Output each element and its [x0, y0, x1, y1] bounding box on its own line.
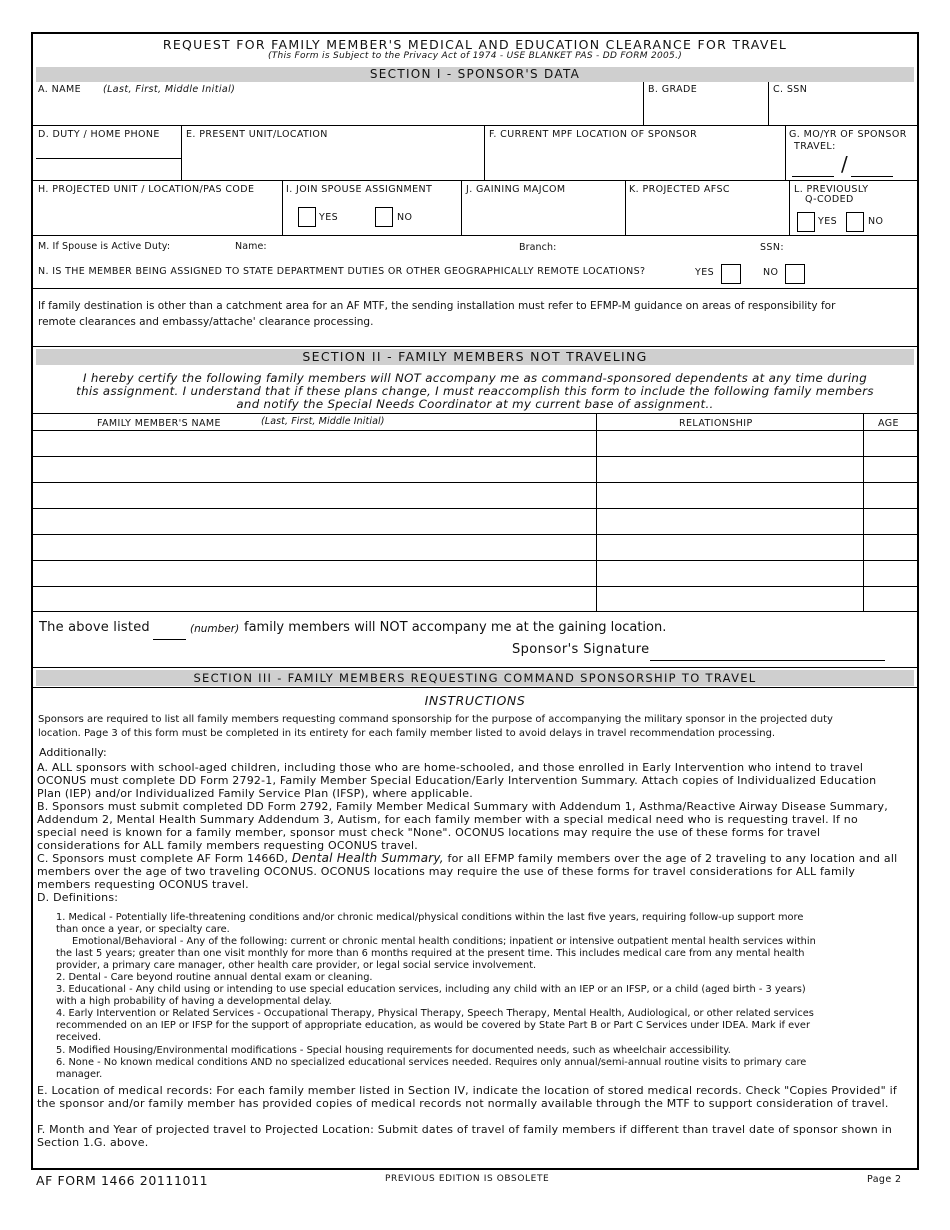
family-member-name-input-6[interactable] [36, 561, 594, 585]
moyr-slash: / [841, 152, 848, 176]
age-input-6[interactable] [866, 561, 916, 585]
name-hint: (Last, First, Middle Initial) [103, 84, 236, 95]
definition-3: 3. Educational - Any child using or intending to use special education services, including any child with an IEP or an IFSP, or a child (aged birth - 3 years) with a high probability of having a developmental delay. [56, 984, 806, 1008]
col-family-member-name: FAMILY MEMBER'S NAME [97, 418, 221, 429]
number-hint: (number) [190, 623, 240, 635]
qcoded-no-checkbox[interactable] [846, 212, 864, 232]
instruction-f: F. Month and Year of projected travel to Projected Location: Submit dates of travel of family members if different than travel date of sponsor shown in Section 1.G. above. [37, 1123, 893, 1149]
relationship-input-3[interactable] [599, 483, 861, 507]
qcoded-yes-label: YES [818, 216, 838, 227]
moyr-label-travel: TRAVEL: [794, 141, 836, 152]
number-not-traveling-field[interactable] [153, 621, 186, 638]
definition-1b-text: Emotional/Behavioral - Any of the following: current or chronic mental health conditions; inpatient or intensive outpatient mental health services within the last 5 years; greater than one visit monthly for more than 6 months required at the present time. This includes medical care from any mental health provider, a primary care manager, other health care provider, or legal social service involvement. [56, 936, 816, 972]
instruction-d: D. Definitions: [37, 891, 119, 904]
spouse-branch-label: Branch: [519, 242, 557, 253]
certification-line-3: and notify the Special Needs Coordinator at my current base of assignment.. [236, 397, 714, 411]
home-phone-field[interactable] [36, 160, 180, 178]
family-member-name-input-2[interactable] [36, 457, 594, 481]
grade-label: B. GRADE [648, 84, 698, 95]
mpf-location-field[interactable] [486, 142, 784, 178]
spouse-ssn-field[interactable] [788, 238, 916, 254]
qcoded-no-label: NO [868, 216, 884, 227]
previous-edition-note: PREVIOUS EDITION IS OBSOLETE [385, 1174, 550, 1184]
form-page [31, 32, 919, 1170]
family-member-name-input-4[interactable] [36, 509, 594, 533]
relationship-input-4[interactable] [599, 509, 861, 533]
section-2-title: SECTION II - FAMILY MEMBERS NOT TRAVELING [36, 349, 914, 365]
dental-health-summary: Dental Health Summary, [291, 851, 444, 865]
remote-yes-checkbox[interactable] [721, 264, 741, 284]
projected-afsc-field[interactable] [627, 197, 787, 233]
age-input-7[interactable] [866, 587, 916, 611]
qcoded-yes-checkbox[interactable] [797, 212, 815, 232]
above-listed-text: The above listed [39, 620, 150, 635]
travel-month-field[interactable] [792, 159, 834, 176]
gaining-majcom-field[interactable] [463, 197, 623, 233]
remote-clearance-note: If family destination is other than a catchment area for an AF MTF, the sending installation must refer to EFMP-M guidance on areas of responsibility for remote clearances and embassy/attache' clearance processing. [38, 300, 836, 328]
age-input-1[interactable] [866, 431, 916, 455]
remote-yes-label: YES [695, 267, 715, 278]
col-name-hint: (Last, First, Middle Initial) [261, 416, 385, 427]
instruction-c-start: C. Sponsors must complete AF Form 1466D, [37, 852, 289, 865]
family-member-name-input-7[interactable] [36, 587, 594, 611]
projected-unit-label: H. PROJECTED UNIT / LOCATION/PAS CODE [38, 184, 255, 195]
join-spouse-yes-label: YES [319, 212, 339, 223]
instruction-b: B. Sponsors must submit completed DD Form 2792, Family Member Medical Summary with Addendum 1, Asthma/Reactive Airway Disease Summary, Addendum 2, Mental Health Summary Addendum 3, Autism, for each family member with a special medical need who is requesting travel. If no special need is known for a family member, sponsor must check "None". OCONUS locations may require the use of these forms for travel considerations for ALL family members requesting OCONUS travel. [37, 800, 888, 852]
spouse-branch-field[interactable] [561, 238, 751, 254]
mpf-location-label: F. CURRENT MPF LOCATION OF SPONSOR [489, 129, 698, 140]
gaining-majcom-label: J. GAINING MAJCOM [466, 184, 566, 195]
projected-unit-field[interactable] [36, 197, 279, 233]
present-unit-label: E. PRESENT UNIT/LOCATION [186, 129, 328, 140]
remote-location-label: N. IS THE MEMBER BEING ASSIGNED TO STATE DEPARTMENT DUTIES OR OTHER GEOGRAPHICALLY REMOTE LOCATIONS? [38, 266, 646, 277]
sponsor-signature-label: Sponsor's Signature [512, 642, 650, 657]
section-1-title: SECTION I - SPONSOR'S DATA [36, 67, 914, 82]
page-number: Page 2 [867, 1174, 902, 1185]
instruction-a: A. ALL sponsors with school-aged children, including those who are home-schooled, and those enrolled in Early Intervention who intend to travel OCONUS must complete DD Form 2792-1, Family Member Special Education/Early Intervention Summary. Attach copies of Individualized Education Plan (IEP) and/or Individualized Family Service Plan (IFSP), where applicable. [37, 761, 877, 800]
join-spouse-label: I. JOIN SPOUSE ASSIGNMENT [286, 184, 433, 195]
section-3-title: SECTION III - FAMILY MEMBERS REQUESTING COMMAND SPONSORSHIP TO TRAVEL [36, 670, 914, 686]
sponsor-signature-field[interactable] [650, 641, 885, 659]
join-spouse-no-label: NO [397, 212, 413, 223]
instructions-title: INSTRUCTIONS [424, 693, 526, 708]
certification-line-1: I hereby certify the following family members will NOT accompany me as command-sponsored dependents at any time during [82, 371, 867, 385]
ssn-field[interactable] [770, 96, 916, 124]
present-unit-field[interactable] [183, 142, 483, 178]
name-label: A. NAME [38, 84, 81, 95]
spouse-ssn-label: SSN: [760, 242, 784, 253]
duty-phone-label: D. DUTY / HOME PHONE [38, 129, 160, 140]
definition-2: 2. Dental - Care beyond routine annual dental exam or cleaning. [56, 972, 373, 983]
instructions-intro: Sponsors are required to list all family members requesting command sponsorship for the purpose of accompanying the military sponsor in the projected duty location. Page 3 of this form must be completed in its entirety for each family member listed to avoid delays in travel recommendation processing. [38, 714, 833, 739]
relationship-input-7[interactable] [599, 587, 861, 611]
age-input-3[interactable] [866, 483, 916, 507]
form-title: REQUEST FOR FAMILY MEMBER'S MEDICAL AND EDUCATION CLEARANCE FOR TRAVEL [162, 37, 788, 52]
additionally-label: Additionally: [39, 746, 107, 759]
definition-1: 1. Medical - Potentially life-threatening conditions and/or chronic medical/physical conditions within the last five years, requiring follow-up support more than once a year, or specialty care. [56, 912, 804, 936]
above-listed-rest: family members will NOT accompany me at the gaining location. [244, 620, 667, 635]
definition-6: 6. None - No known medical conditions AND no specialized educational services needed. Requires only annual/semi-annual routine visits to primary care manager. [56, 1057, 807, 1081]
family-member-name-input-1[interactable] [36, 431, 594, 455]
form-subtitle: (This Form is Subject to the Privacy Act of 1974 - USE BLANKET PAS - DD FORM 2005.) [267, 51, 683, 61]
col-age: AGE [878, 418, 899, 429]
spouse-name-field[interactable] [273, 238, 513, 254]
family-member-name-input-3[interactable] [36, 483, 594, 507]
relationship-input-2[interactable] [599, 457, 861, 481]
col-relationship: RELATIONSHIP [679, 418, 753, 429]
remote-no-checkbox[interactable] [785, 264, 805, 284]
definition-5: 5. Modified Housing/Environmental modifications - Special housing requirements for documented needs, such as wheelchair accessibility. [56, 1045, 731, 1056]
remote-no-label: NO [763, 267, 779, 278]
instruction-e: E. Location of medical records: For each family member listed in Section IV, indicate the location of stored medical records. Check "Copies Provided" if the sponsor and/or family member has provided copies of medical records not normally available through the MTF to support consideration of travel. [37, 1084, 897, 1110]
duty-phone-field[interactable] [36, 141, 180, 157]
grade-field[interactable] [645, 96, 765, 124]
spouse-active-duty-label: M. If Spouse is Active Duty: [38, 241, 171, 252]
definition-4: 4. Early Intervention or Related Services - Occupational Therapy, Physical Therapy, Speech Therapy, Mental Health, Audiological, or other related services recommended on an IEP or IFSP for the support of appropriate education, as would be covered by State Part B or Part C Services under IDEA. Mark if ever received. [56, 1008, 814, 1044]
travel-year-field[interactable] [851, 159, 893, 176]
qcoded-label-2: Q-CODED [805, 194, 854, 205]
relationship-input-6[interactable] [599, 561, 861, 585]
join-spouse-no-checkbox[interactable] [375, 207, 393, 227]
instruction-c [37, 852, 907, 891]
age-input-2[interactable] [866, 457, 916, 481]
projected-afsc-label: K. PROJECTED AFSC [629, 184, 730, 195]
qcoded-label: L. PREVIOUSLY [794, 184, 869, 195]
definition-1b [56, 936, 826, 973]
spouse-name-label: Name: [235, 241, 267, 252]
age-input-4[interactable] [866, 509, 916, 533]
moyr-label: G. MO/YR OF SPONSOR [789, 129, 907, 140]
instruction-c-rest: for all EFMP family members over the age of 2 traveling to any location and all members over the age of two traveling OCONUS. OCONUS locations may require the use of these forms for travel considerations for ALL family members requesting OCONUS travel. [37, 852, 898, 891]
name-field[interactable] [36, 96, 641, 124]
ssn-label: C. SSN [773, 84, 808, 95]
certification-line-2: this assignment. I understand that if these plans change, I must reaccomplish this form to include the following family members [76, 384, 874, 398]
family-member-name-input-5[interactable] [36, 535, 594, 559]
relationship-input-5[interactable] [599, 535, 861, 559]
form-number: AF FORM 1466 20111011 [36, 1173, 209, 1188]
age-input-5[interactable] [866, 535, 916, 559]
join-spouse-yes-checkbox[interactable] [298, 207, 316, 227]
relationship-input-1[interactable] [599, 431, 861, 455]
